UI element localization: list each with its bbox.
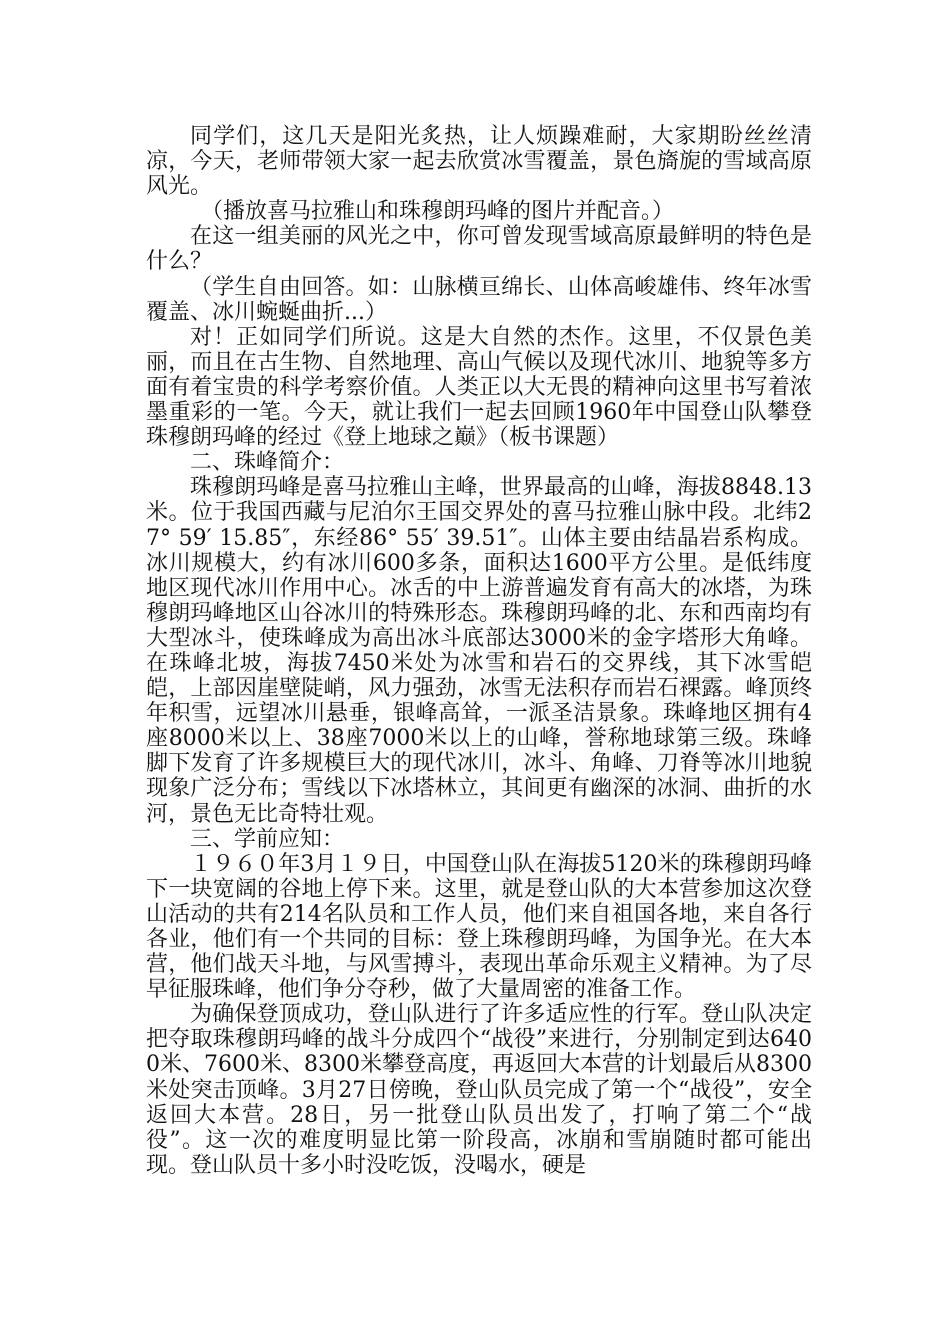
document-body (146, 124, 812, 1178)
base-camp-paragraph: １９６０年3月１９日，中国登山队在海拔5120米的珠穆朗玛峰下一块宽阔的谷地上停下来。这里，就是登山队的大本营参加这次登山活动的共有214名队员和工作人员，他们来自祖国各地，来自各行各业，他们有一个共同的目标：登上珠穆朗玛峰，为国争光。在大本营，他们战天斗地，与风雪搏斗，表现出革命乐观主义精神。为了尽早征服珠峰，他们争分夺秒，做了大量周密的准备工作。 (146, 851, 812, 1003)
intro-paragraph: 同学们，这几天是阳光炙热，让人烦躁难耐，大家期盼丝丝清凉，今天，老师带领大家一起去欣赏冰雪覆盖，景色旖旎的雪域高原风光。 (146, 124, 812, 200)
section-heading-prior-knowledge: 三、学前应知： (190, 826, 345, 852)
lesson-introduction-paragraph: 对！正如同学们所说。这是大自然的杰作。这里，不仅景色美丽，而且在古生物、自然地理、高山气候以及现代冰川、地貌等多方面有着宝贵的科学考察价值。人类正以大无畏的精神向这里书写着浓墨重彩的一笔。今天，就让我们一起去回顾1960年中国登山队攀登珠穆朗玛峰的经过《登上地球之巅》（板书课题） (146, 324, 812, 451)
student-answer-paragraph: （学生自由回答。如：山脉横亘绵长、山体高峻雄伟、终年冰雪覆盖、冰川蜿蜒曲折...） (146, 274, 812, 325)
campaign-paragraph: 为确保登顶成功，登山队进行了许多适应性的行军。登山队决定把夺取珠穆朗玛峰的战斗分成四个“战役”来进行，分别制定到达6400米、7600米、8300米攀登高度，再返回大本营的计划最后从8300米处突击顶峰。3月27日傍晚，登山队员完成了第一个“战役”，安全返回大本营。28日，另一批登山队员出发了，打响了第二个“战役”。这一次的难度明显比第一阶段高，冰崩和雪崩随时都可能出现。登山队员十多小时没吃饭，没喝水，硬是 (146, 1002, 812, 1178)
question-paragraph: 在这一组美丽的风光之中，你可曾发现雪域高原最鲜明的特色是什么？ (146, 224, 812, 275)
everest-intro-paragraph: 珠穆朗玛峰是喜马拉雅山主峰，世界最高的山峰，海拔8848.13米。位于我国西藏与尼泊尔王国交界处的喜马拉雅山脉中段。北纬27° 59′ 15.85″，东经86° 55′ 39.51″。山体主要由结晶岩系构成。冰川规模大，约有冰川600多条，面积达1600平方公里。是低纬度地区现代冰川作用中心。冰舌的中上游普遍发育有高大的冰塔，为珠穆朗玛峰地区山谷冰川的特殊形态。珠穆朗玛峰的北、东和西南均有大型冰斗，使珠峰成为高出冰斗底部达3000米的金字塔形大角峰。在珠峰北坡，海拔7450米处为冰雪和岩石的交界线，其下冰雪皑皑，上部因崖壁陡峭，风力强劲，冰雪无法积存而岩石裸露。峰顶终年积雪，远望冰川悬垂，银峰高耸，一派圣洁景象。珠峰地区拥有4座8000米以上、38座7000米以上的山峰，誉称地球第三级。珠峰脚下发育了许多规模巨大的现代冰川，冰斗、角峰、刀脊等冰川地貌现象广泛分布；雪线以下冰塔林立，其间更有幽深的冰洞、曲折的水河，景色无比奇特壮观。 (146, 475, 812, 827)
section-heading-everest-intro: 二、珠峰简介： (190, 450, 345, 476)
media-note-paragraph: （播放喜马拉雅山和珠穆朗玛峰的图片并配音。） (201, 199, 675, 225)
